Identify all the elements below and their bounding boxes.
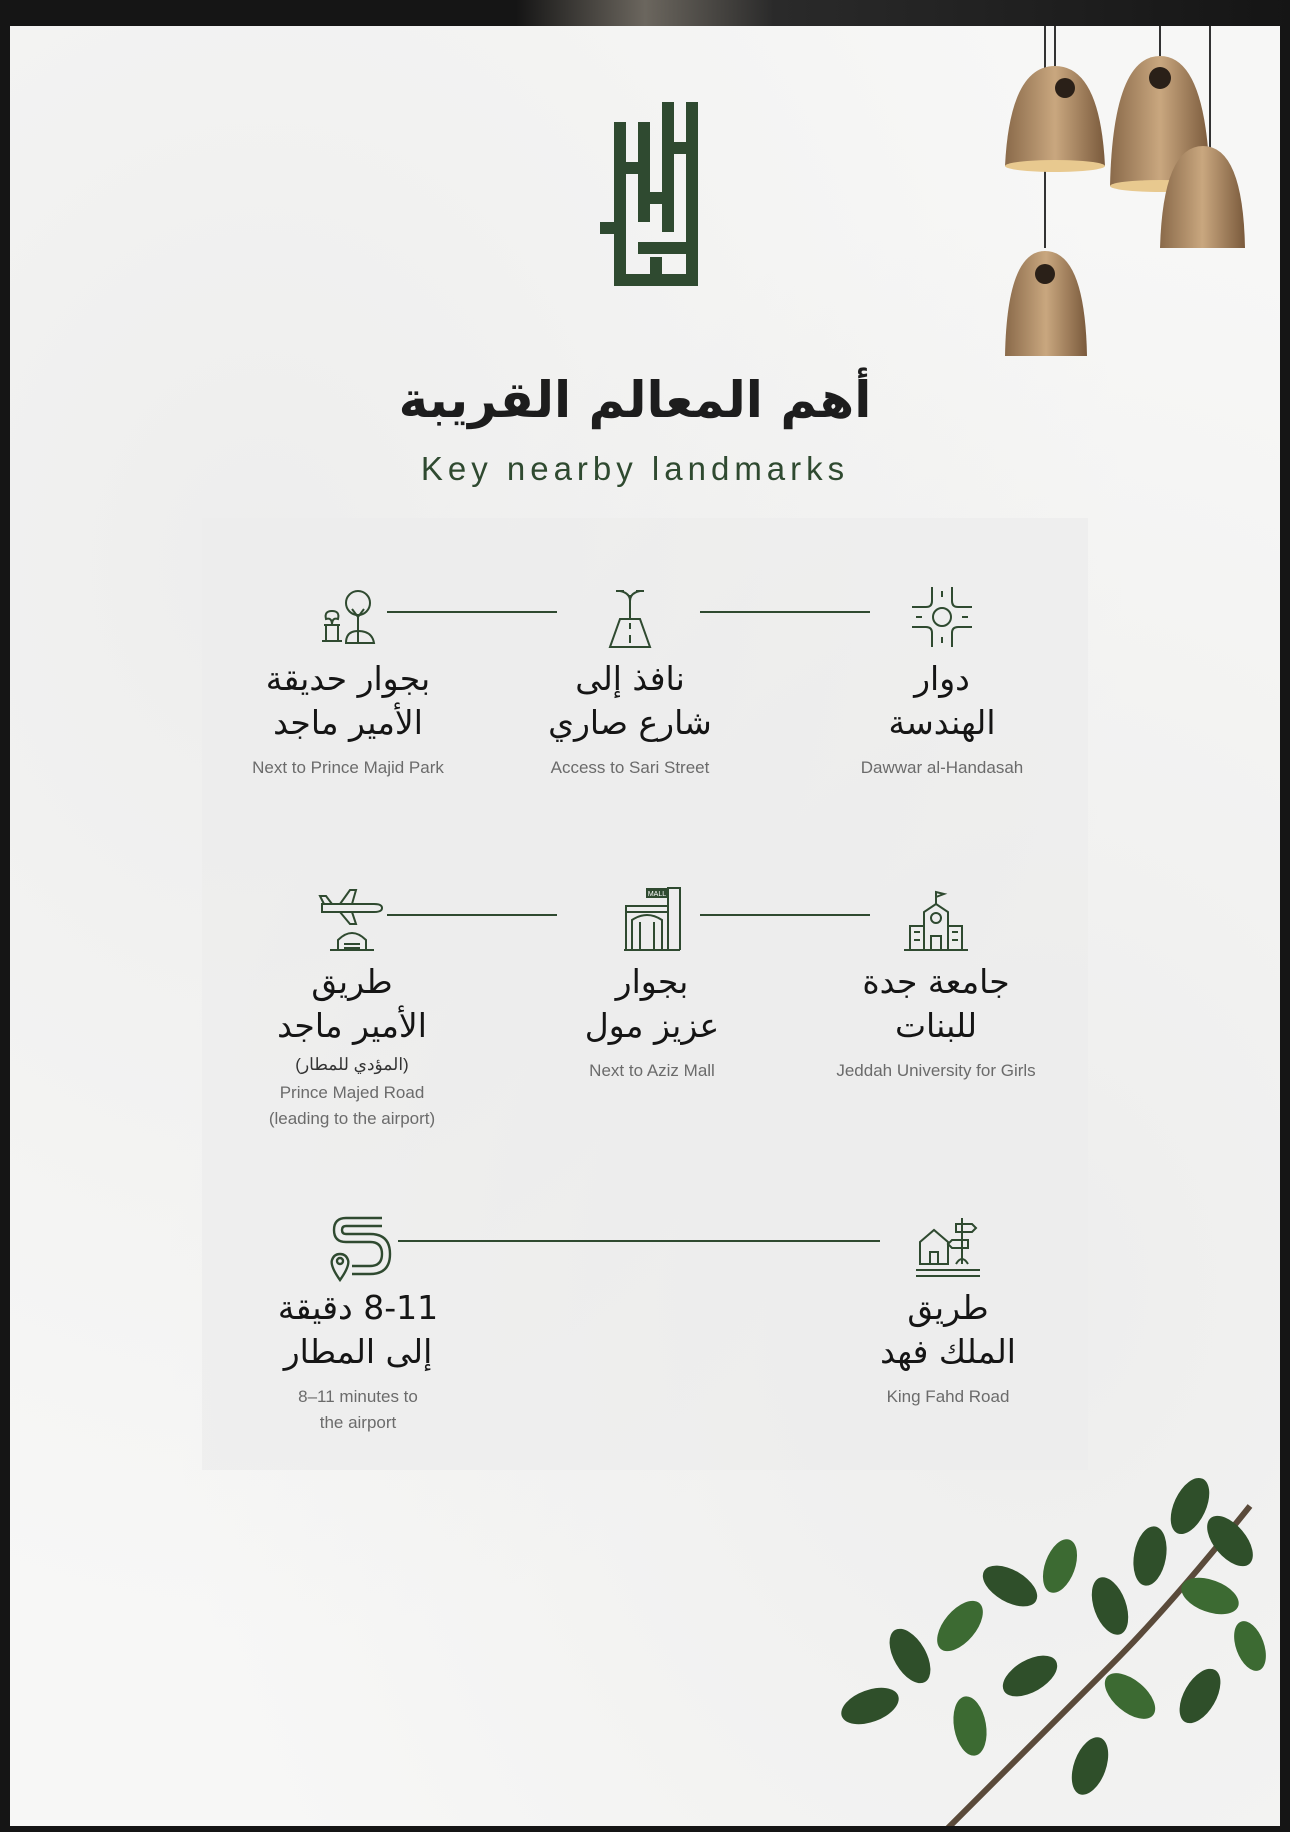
landmark-item: [532, 884, 772, 1084]
landmark-name-en: 8–11 minutes to: [298, 1387, 418, 1406]
landmark-name-ar: للبنات: [894, 1006, 978, 1045]
landmark-name-ar: الهندسة: [888, 703, 996, 742]
landmark-name-ar: الأمير ماجد: [277, 1006, 427, 1045]
landmark-name-ar: الأمير ماجد: [273, 703, 423, 742]
landmark-item: [232, 884, 472, 1132]
svg-text:MALL: MALL: [647, 891, 667, 898]
landmark-name-en: (leading to the airport): [268, 1109, 436, 1128]
road-sign-icon: [912, 1210, 984, 1282]
landmark-note-ar: (المؤدي للمطار): [295, 1055, 409, 1074]
landmark-name-ar: عزيز مول: [584, 1006, 720, 1045]
landmark-name-ar: طريق: [311, 962, 393, 1001]
landmark-name-en: King Fahd Road: [886, 1387, 1010, 1406]
landmark-item: [822, 581, 1062, 781]
page-title-arabic: أهم المعالم القريبة: [398, 371, 872, 429]
plant-leaves-image: [810, 1446, 1280, 1826]
landmark-name-ar: دوار: [914, 659, 970, 698]
mall-icon: [616, 884, 688, 956]
landmark-name-en: Dawwar al-Handasah: [860, 758, 1024, 777]
route-icon: [322, 1210, 394, 1282]
landmark-name-en: Next to Aziz Mall: [589, 1061, 715, 1080]
landmark-name-en: Prince Majed Road: [279, 1083, 425, 1102]
page-title-english: Key nearby landmarks: [420, 450, 850, 487]
bayan-logo: [600, 102, 700, 286]
landmark-name-ar: طريق: [907, 1288, 989, 1327]
landmark-name-en: Next to Prince Majid Park: [252, 758, 444, 777]
brochure-page: [10, 26, 1280, 1826]
landmark-name-en: the airport: [319, 1413, 397, 1432]
street-icon: [594, 581, 666, 653]
landmark-name-ar: جامعة جدة: [862, 962, 1010, 1001]
landmark-item: [828, 1210, 1068, 1410]
airport-icon: [316, 884, 388, 956]
landmark-item: [816, 884, 1056, 1084]
university-icon: [900, 884, 972, 956]
landmark-name-ar: بجوار: [615, 962, 689, 1001]
landmark-item: [228, 581, 468, 781]
landmark-item: [238, 1210, 478, 1436]
landmark-name-ar: شارع صاري: [548, 703, 712, 742]
top-strip: [0, 0, 1290, 26]
landmark-item: [510, 581, 750, 781]
pendant-lamps-image: [995, 26, 1280, 356]
landmark-name-ar: إلى المطار: [283, 1332, 433, 1371]
landmark-name-en: Access to Sari Street: [550, 758, 710, 777]
landmark-name-ar: بجوار حديقة: [265, 659, 431, 698]
landmark-name-ar: الملك فهد: [880, 1332, 1016, 1371]
landmark-name-ar: نافذ إلى: [575, 659, 685, 698]
park-icon: [312, 581, 384, 653]
roundabout-icon: [906, 581, 978, 653]
landmark-name-ar: 8-11 دقيقة: [277, 1288, 439, 1327]
landmark-name-en: Jeddah University for Girls: [836, 1061, 1036, 1080]
